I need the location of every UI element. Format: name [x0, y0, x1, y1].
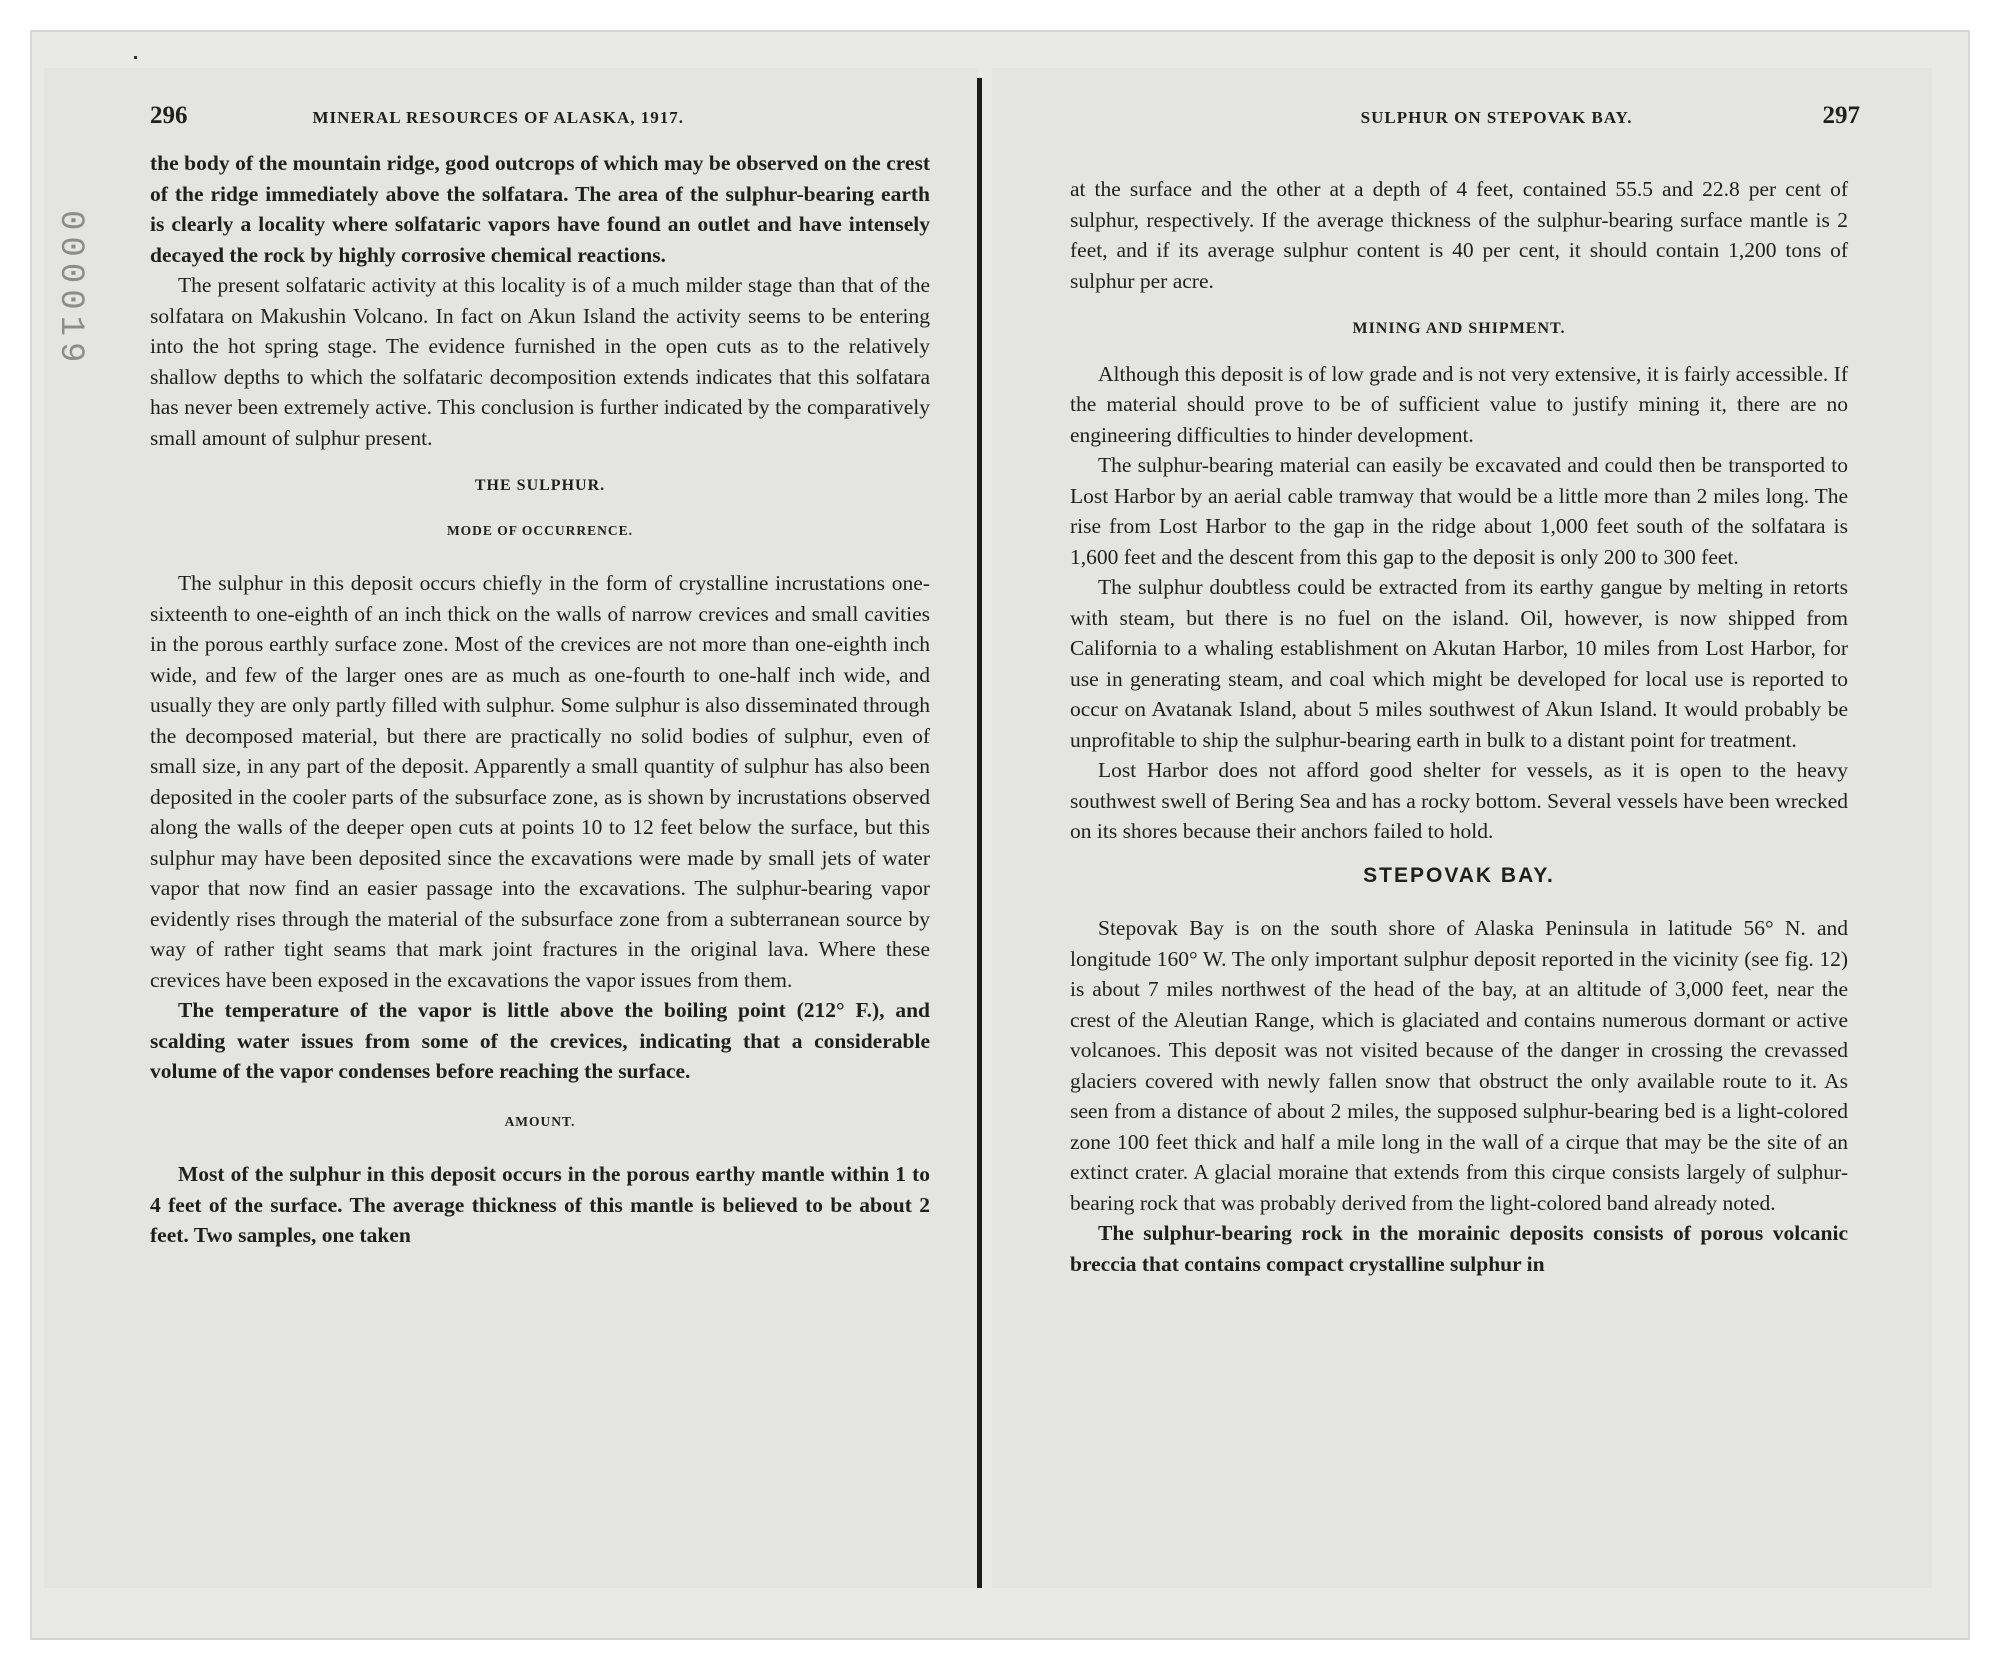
section-heading-mining: MINING AND SHIPMENT. — [1352, 320, 1566, 337]
left-running-head — [150, 102, 950, 136]
left-running-title: MINERAL RESOURCES OF ALASKA, 1917. — [312, 108, 685, 127]
archive-stamp: 000019 — [51, 210, 89, 369]
paragraph: The sulphur in this deposit occurs chiefly in the form of crystalline incrustations one-sixteenth to one-eighth of an inch thick on the walls of narrow crevices and small cavities in the porous earthly surface zone. Most of the crevices are not more than one-eighth inch wide, and few of the larger ones are as much as one-fourth to one-half inch wide, and usually they are only partly filled with sulphur. Some sulphur is also disseminated through the decomposed material, but there are practically no solid bodies of sulphur, even of small size, in any part of the deposit. Apparently a small quantity of sulphur has also been deposited in the cooler parts of the subsurface zone, as is shown by incrustations observed along the walls of the deeper open cuts at points 10 to 12 feet below the surface, but this sulphur may have been deposited since the excavations were made by small jets of water vapor that now find an easier passage into the excavations. The sulphur-bearing vapor evidently rises through the material of the subsurface zone from a subterranean source by way of rather tight seams that mark joint fractures in the original lava. Where these crevices have been exposed in the excavations the vapor issues from them. — [150, 571, 930, 992]
section-heading-stepovak: STEPOVAK BAY. — [1363, 863, 1555, 887]
paragraph: Although this deposit is of low grade and is not very extensive, it is fairly accessible. If the material should prove to be of sufficient value to justify mining it, there are no engineering difficulties to hinder development. — [1070, 361, 1848, 447]
paragraph: The sulphur-bearing material can easily be excavated and could then be transported to Lost Harbor by an aerial cable tramway that would be a little more than 2 miles long. The rise from Lost Harbor to the gap in the ridge about 1,000 feet south of the solfatara is 1,600 feet and the descent from this gap to the deposit is only 200 to 300 feet. — [1070, 453, 1848, 569]
right-running-title: SULPHUR ON STEPOVAK BAY. — [1360, 108, 1633, 127]
subheading-mode-of-occurrence: MODE OF OCCURRENCE. — [446, 522, 634, 538]
subheading-amount: AMOUNT. — [504, 1113, 576, 1129]
paragraph: The sulphur doubtless could be extracted from its earthy gangue by melting in retorts with steam, but there is no fuel on the island. Oil, however, is now shipped from California to a whaling establishment on Akutan Harbor, 10 miles from Lost Harbor, for use in generating steam, and coal which might be developed for local use is reported to occur on Avatanak Island, about 5 miles southwest of Akun Island. It would probably be unprofitable to ship the sulphur-bearing earth in bulk to a distant point for treatment. — [1070, 575, 1848, 752]
paragraph: The temperature of the vapor is little above the boiling point (212° F.), and scalding water issues from some of the crevices, indicating that a considerable volume of the vapor condenses before reaching the surface. — [150, 998, 930, 1083]
paragraph: Stepovak Bay is on the south shore of Alaska Peninsula in latitude 56° N. and longitude 160° W. The only important sulphur deposit reported in the vicinity (see fig. 12) is about 7 miles northwest of the head of the bay, at an altitude of 3,000 feet, near the crest of the Aleutian Range, which is glaciated and contains numerous dormant or active volcanoes. This deposit was not visited because of the danger in crossing the crevassed glaciers covered with newly fallen snow that obstruct the only available route to it. As seen from a distance of about 2 miles, the supposed sulphur-bearing bed is a light-colored zone 100 feet thick and half a mile long in the wall of a cirque that may be the site of an extinct crater. A glacial moraine that extends from this cirque consists largely of sulphur-bearing rock that was probably derived from the light-colored band already noted. — [1070, 916, 1848, 1215]
paragraph: The present solfataric activity at this locality is of a much milder stage than that of the solfatara on Makushin Volcano. In fact on Akun Island the activity seems to be entering into the hot spring stage. The evidence furnished in the open cuts as to the relatively shallow depths to which the solfataric decomposition extends indicates that this solfatara has never been extremely active. This conclusion is further indicated by the comparatively small amount of sulphur present. — [150, 273, 930, 450]
right-page-number: 297 — [1822, 102, 1860, 129]
paragraph: at the surface and the other at a depth of 4 feet, contained 55.5 and 22.8 per cent of sulphur, respectively. If the average thickness of the sulphur-bearing surface mantle is 2 feet, and if its average sulphur content is 40 per cent, it should contain 1,200 tons of sulphur per acre. — [1070, 177, 1848, 293]
paragraph: Most of the sulphur in this deposit occurs in the porous earthy mantle within 1 to 4 feet of the surface. The average thickness of this mantle is believed to be about 2 feet. Two samples, one taken — [150, 1162, 930, 1247]
paragraph: Lost Harbor does not afford good shelter for vessels, as it is open to the heavy southwest swell of Bering Sea and has a rocky bottom. Several vessels have been wrecked on its shores because their anchors failed to hold. — [1070, 758, 1848, 843]
paragraph: The sulphur-bearing rock in the morainic deposits consists of porous volcanic breccia that contains compact crystalline sulphur in — [1070, 1221, 1848, 1276]
scan-speck — [134, 56, 137, 59]
left-page-number: 296 — [150, 102, 188, 129]
binding-gutter — [977, 78, 982, 1588]
right-running-head — [1060, 102, 1860, 136]
left-column — [150, 148, 930, 1251]
paragraph: the body of the mountain ridge, good outcrops of which may be observed on the crest of the ridge immediately above the solfatara. The area of the sulphur-bearing earth is clearly a locality where solfataric vapors have found an outlet and have intensely decayed the rock by highly corrosive chemical reactions. — [150, 151, 930, 267]
right-column — [1070, 174, 1848, 1279]
section-heading-sulphur: THE SULPHUR. — [474, 477, 606, 494]
